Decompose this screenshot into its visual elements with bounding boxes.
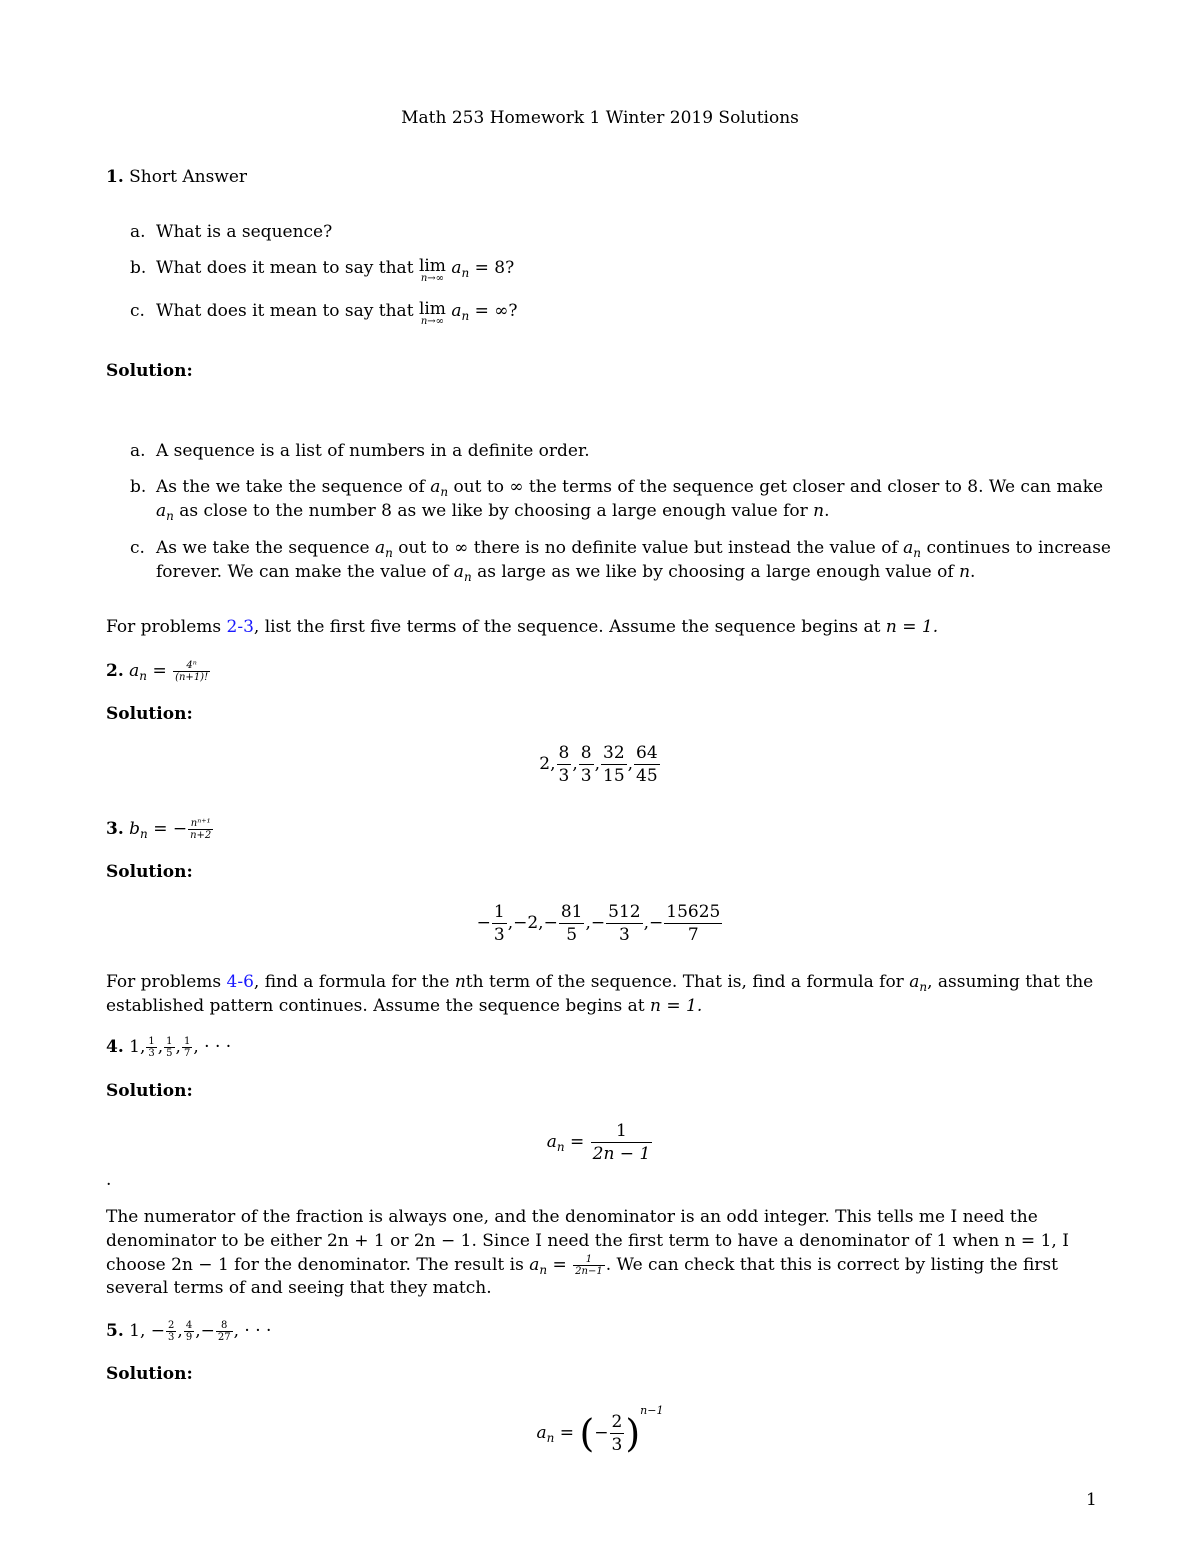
problem-number: 4. xyxy=(106,1037,124,1057)
problem-2-answer: 2, $\frac{8}{3}$ , $\frac{8}{3}$ , $\frac{32}{15}$ , $\frac{64}{45}$ xyxy=(539,743,658,786)
problem-5-answer: $a_n$ = (− $\frac{2}{3}$ )$^{n-1}$ xyxy=(536,1404,664,1456)
list-label: a. xyxy=(130,441,146,461)
explanation-line-1: The numerator of the fraction is always one, and the denominator is an odd integer. This tells me I need the xyxy=(106,1207,1038,1227)
fraction: $\frac{8}{3}$ xyxy=(558,743,570,786)
question-rhs: = ∞? xyxy=(474,301,518,321)
fraction: $\frac{64}{45}$ xyxy=(636,743,658,786)
problem-1-heading xyxy=(106,167,247,187)
fraction: $\frac{\text{nⁿ⁺¹}}{n+2}$ xyxy=(190,818,212,841)
fraction: $\frac{512}{3}$ xyxy=(608,902,641,945)
fraction: $\frac{1}{5}$ xyxy=(166,1036,173,1059)
fraction: $\frac{1}{3}$ xyxy=(493,902,505,945)
question-text: What does it mean to say that xyxy=(156,258,414,278)
fraction: $\frac{8}{3}$ xyxy=(580,743,592,786)
question-a xyxy=(130,222,332,242)
problem-5-statement: 5. 1, − $\frac{2}{3}$ , $\frac{4}{9}$ ,− $\frac{8}{27}$ , · · · xyxy=(106,1320,272,1343)
fraction: $\frac{1}{2n - 1}$ xyxy=(592,1121,651,1164)
fraction: $\frac{15625}{7}$ xyxy=(666,902,721,945)
question-text: What is a sequence? xyxy=(156,222,333,242)
answer-c: c. As we take the sequence $a_n$ out to ∞ there is no definite value but instead the value of $a_n$ continues to increase xyxy=(130,538,1111,560)
intro-problems-2-3: For problems 2-3, list the first five terms of the sequence. Assume the sequence begins at n = 1. xyxy=(106,617,939,637)
intro-problems-4-6-line2: established pattern continues. Assume the sequence begins at n = 1. xyxy=(106,996,703,1016)
question-rhs: = 8? xyxy=(474,258,515,278)
page-title: Math 253 Homework 1 Winter 2019 Solutions xyxy=(401,108,799,128)
list-label: c. xyxy=(130,538,145,558)
fraction: $\frac{81}{5}$ xyxy=(560,902,583,945)
problem-2-statement: 2. $a_n$ = $\frac{\text{4ⁿ}}{(n+1)!}$ xyxy=(106,660,209,683)
fraction: $\frac{1}{2n-1}$ xyxy=(575,1254,603,1277)
problem-number: 1. xyxy=(106,167,124,187)
explanation-line-4: several terms of and seeing that they match. xyxy=(106,1278,492,1298)
fraction: $\frac{\text{4ⁿ}}{(n+1)!}$ xyxy=(175,660,209,683)
limit-operator: lim n→∞ xyxy=(418,256,446,284)
fraction: $\frac{2}{3}$ xyxy=(168,1320,175,1343)
intro-problems-4-6: For problems 4-6, find a formula for the nth term of the sequence. That is, find a formula for $a_n$, assuming that the xyxy=(106,972,1094,994)
problem-number: 2. xyxy=(106,661,124,681)
page-number: 1 xyxy=(1086,1490,1097,1510)
answer-b-line2: $a_n$ as close to the number 8 as we like by choosing a large enough value for n. xyxy=(156,501,830,523)
solution-label: Solution: xyxy=(106,704,193,724)
problem-3-statement: 3. $b_n$ = − $\frac{\text{nⁿ⁺¹}}{n+2}$ xyxy=(106,818,212,841)
explanation-line-2: denominator to be either 2n + 1 or 2n − 1. Since I need the first term to have a denominator of 1 when n = 1, I xyxy=(106,1231,1069,1251)
problem-number: 5. xyxy=(106,1321,124,1341)
list-label: b. xyxy=(130,477,147,497)
problem-range-link[interactable]: 4-6 xyxy=(226,972,254,992)
question-c: c. What does it mean to say that lim n→∞ $a_n$ = ∞? xyxy=(130,299,518,327)
answer-a xyxy=(130,441,590,461)
list-label: c. xyxy=(130,301,145,321)
problem-range-link[interactable]: 2-3 xyxy=(226,617,254,637)
list-label: b. xyxy=(130,258,147,278)
problem-3-answer: − $\frac{1}{3}$ ,−2,− $\frac{81}{5}$ ,− $\frac{512}{3}$ ,− $\frac{15625}{7}$ xyxy=(476,902,721,945)
fraction: $\frac{1}{3}$ xyxy=(148,1036,155,1059)
limit-operator: lim n→∞ xyxy=(418,299,446,327)
fraction: $\frac{4}{9}$ xyxy=(185,1320,193,1343)
problem-4-statement: 4. 1, $\frac{1}{3}$ , $\frac{1}{5}$ , $\frac{1}{7}$ , · · · xyxy=(106,1036,232,1059)
solution-label: Solution: xyxy=(106,1081,193,1101)
fraction: $\frac{1}{7}$ xyxy=(183,1036,191,1059)
problem-number: 3. xyxy=(106,819,124,839)
fraction: $\frac{2}{3}$ xyxy=(611,1412,623,1455)
question-text: What does it mean to say that xyxy=(156,301,414,321)
fraction: $\frac{32}{15}$ xyxy=(603,743,625,786)
question-b: b. What does it mean to say that lim n→∞ $a_n = 8$? xyxy=(130,256,515,284)
problem-4-answer: $a_n$ = $\frac{1}{2n - 1}$ xyxy=(546,1121,651,1164)
stray-period: . xyxy=(106,1170,112,1190)
solution-label: Solution: xyxy=(106,862,193,882)
fraction: $\frac{8}{27}$ xyxy=(217,1320,231,1343)
answer-b: b. As the we take the sequence of $a_n$ out to ∞ the terms of the sequence get closer and closer to 8. We can make xyxy=(130,477,1104,499)
problem-heading-text: Short Answer xyxy=(129,167,248,187)
solution-label: Solution: xyxy=(106,361,193,381)
solution-label: Solution: xyxy=(106,1364,193,1384)
list-label: a. xyxy=(130,222,146,242)
explanation-line-3: choose 2n − 1 for the denominator. The result is $a_n$ = $\frac{1}{2n-1}$ . We can check that this is correct by listing the first xyxy=(106,1254,1058,1277)
answer-text: A sequence is a list of numbers in a definite order. xyxy=(156,441,590,461)
answer-c-line2: forever. We can make the value of $a_n$ as large as we like by choosing a large enough value of n. xyxy=(156,562,976,584)
